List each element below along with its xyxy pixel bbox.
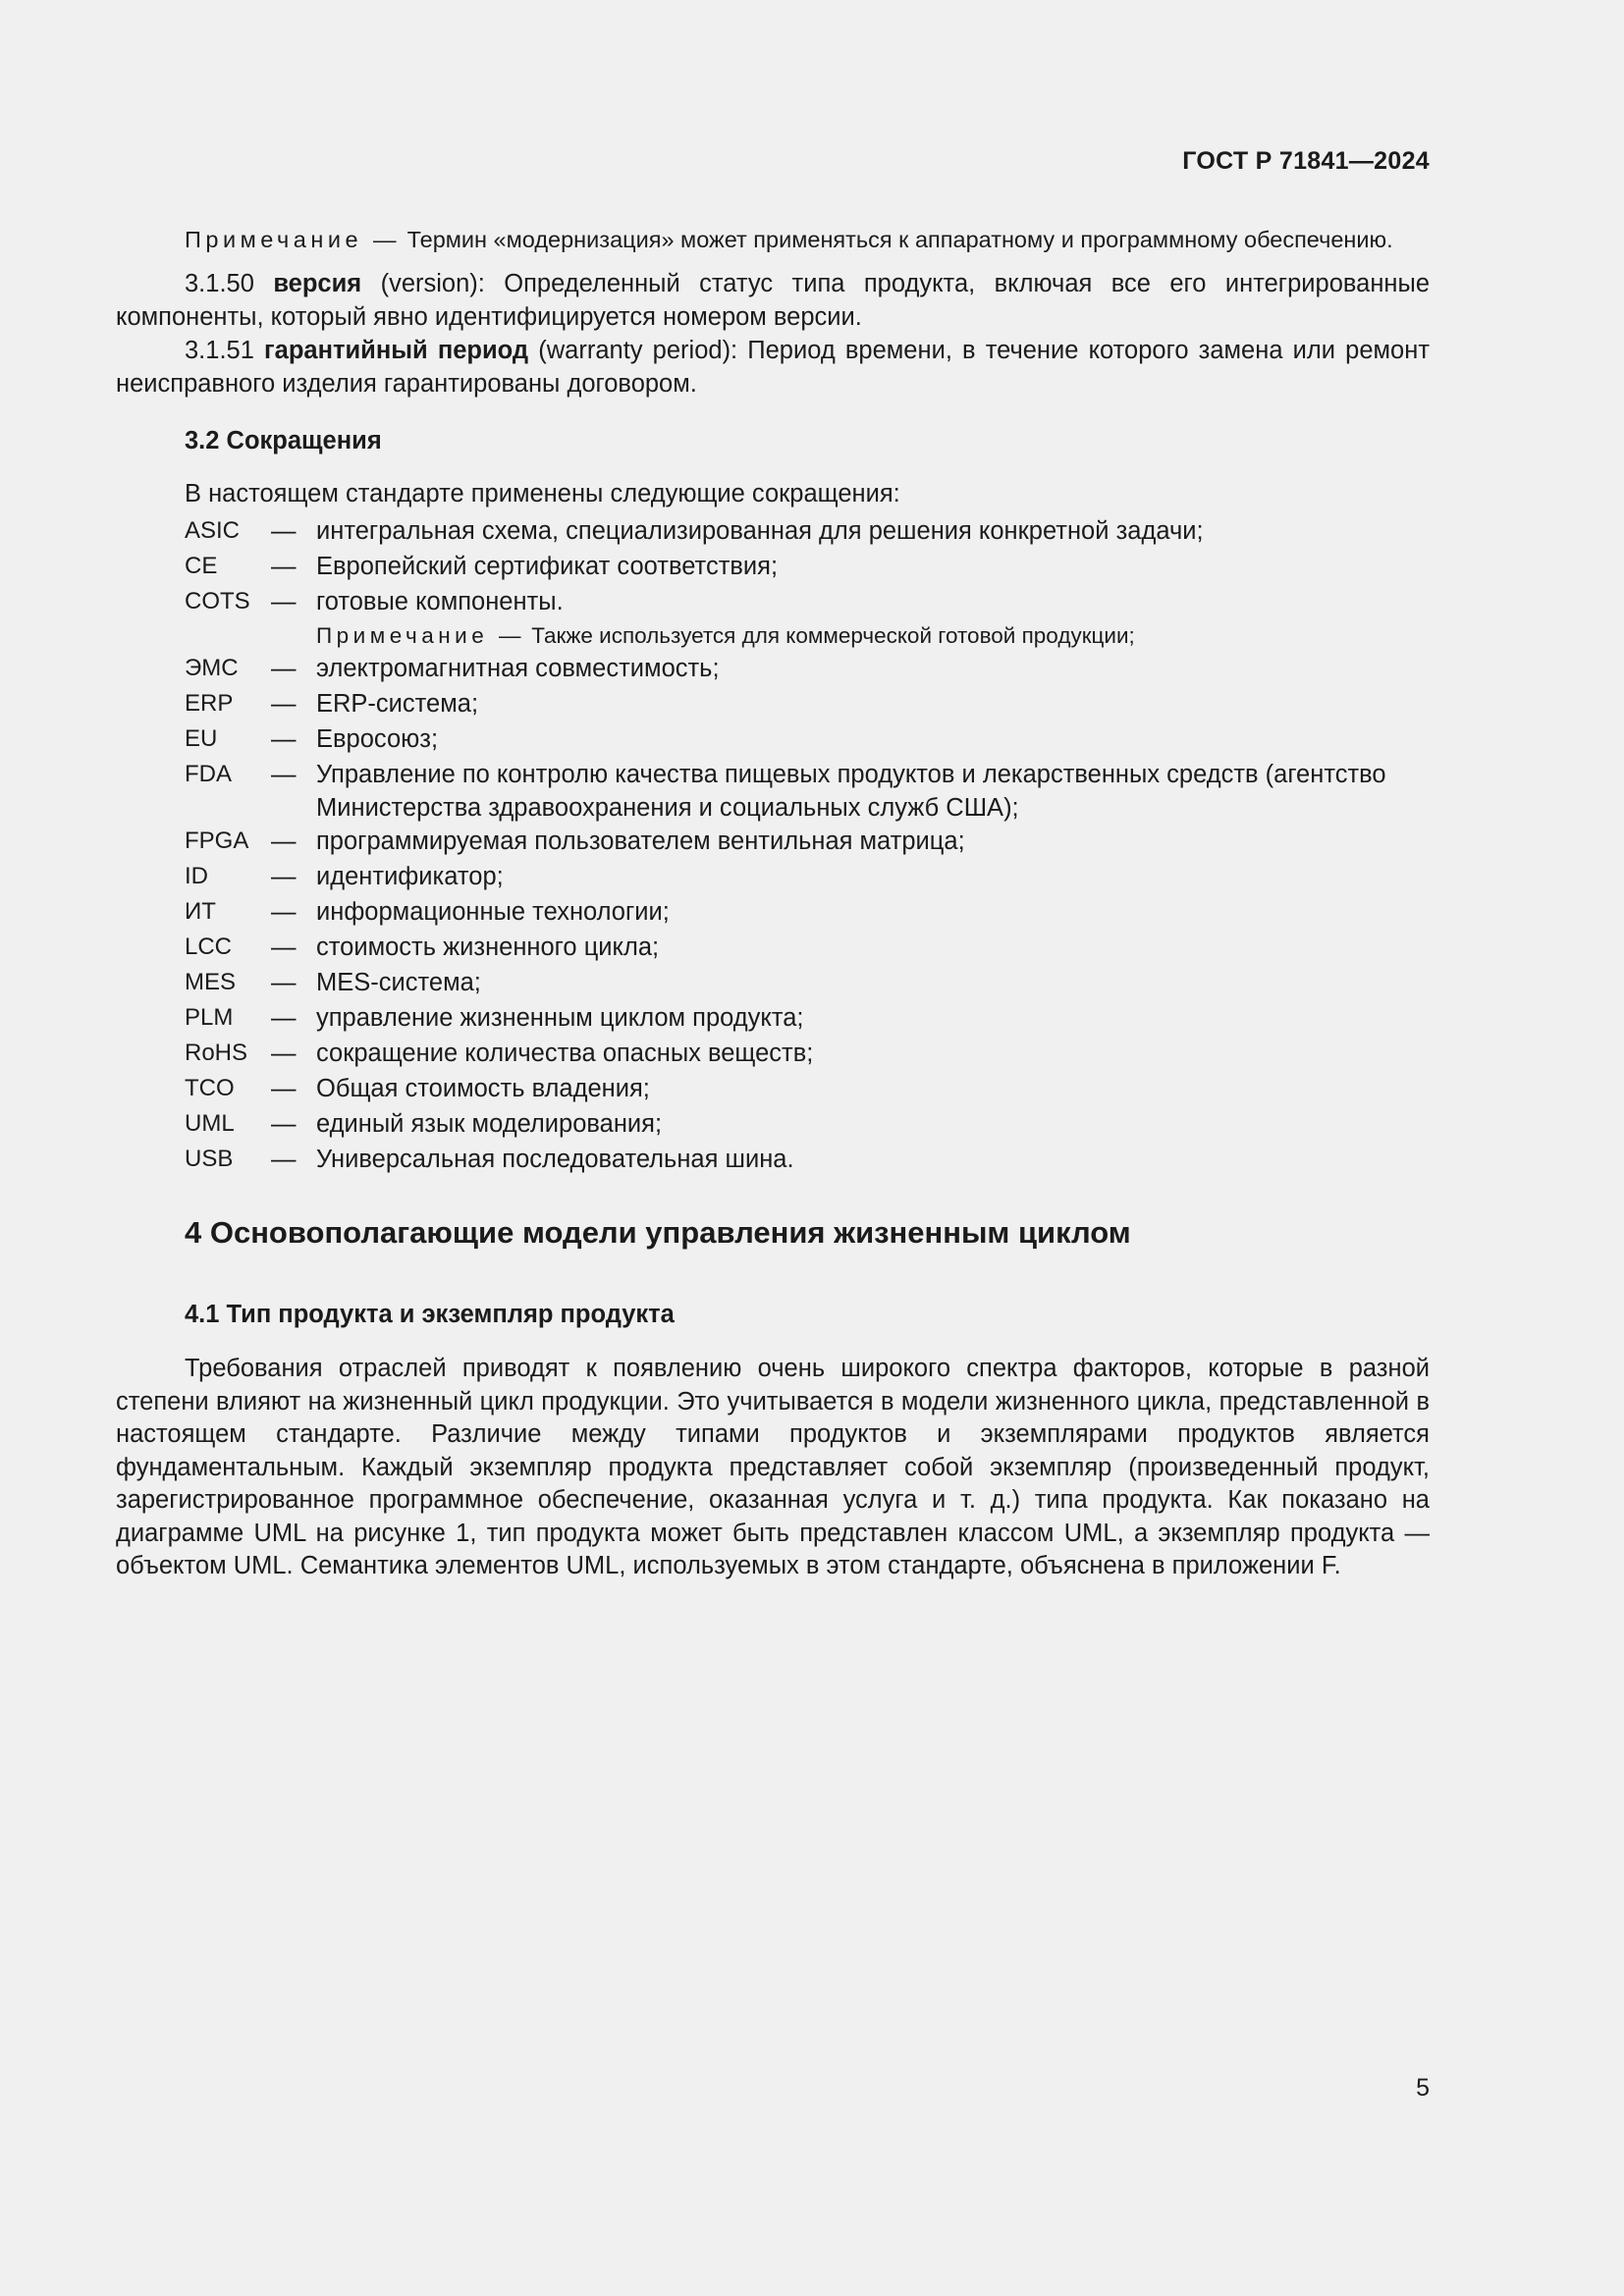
dash: —: [271, 588, 297, 615]
list-item: [185, 1107, 1430, 1143]
abbreviations-list: [185, 514, 1430, 1178]
abbreviation-definition: Евросоюз;: [316, 725, 439, 753]
dash: —: [271, 969, 297, 996]
abbreviation-definition: ERP-система;: [316, 690, 479, 718]
list-item: [185, 514, 1430, 550]
list-item: [185, 758, 1430, 825]
note-modernization: [116, 224, 1430, 255]
abbreviation-definition: программируемая пользователем вентильная матрица;: [316, 828, 965, 855]
chapter-heading: 4 Основополагающие модели управления жизненным циклом: [185, 1215, 1131, 1250]
abbreviation-definition: Европейский сертификат соответствия;: [316, 553, 779, 580]
list-item: [185, 966, 1430, 1001]
term-number: 3.1.51: [185, 337, 265, 364]
abbreviation: ЭМС: [185, 655, 239, 681]
list-item: [185, 1072, 1430, 1107]
abbreviations-intro: В настоящем стандарте применены следующие сокращения:: [185, 480, 900, 507]
subsection-heading: 4.1 Тип продукта и экземпляр продукта: [185, 1301, 675, 1328]
list-item: [185, 1037, 1430, 1072]
abbreviation-definition: стоимость жизненного цикла;: [316, 934, 660, 961]
dash: —: [271, 934, 297, 961]
abbreviation-definition: электромагнитная совместимость;: [316, 655, 720, 682]
abbreviation: TCO: [185, 1075, 235, 1101]
abbreviation: PLM: [185, 1004, 234, 1031]
abbreviation: ERP: [185, 690, 234, 717]
abbreviation: FDA: [185, 761, 232, 787]
abbreviation: RoHS: [185, 1040, 248, 1066]
dash: —: [271, 655, 297, 682]
list-item: [185, 687, 1430, 722]
dash: —: [271, 1110, 297, 1138]
dash: —: [271, 828, 297, 855]
note-text: Термин «модернизация» может применяться к аппаратному и программному обеспечению.: [401, 227, 1393, 252]
body-paragraph: Требования отраслей приводят к появлению очень широкого спектра факторов, которые в разной степени влияют на жизненный цикл продукции. Это учитывается в модели жизненного цикла, представленной в настоящем стандарте. Различие между типами продуктов и экземплярами продуктов является фундаментальным. Каждый экземпляр продукта представляет собой экземпляр (произведенный продукт, зарегистрированное программное обеспечение, оказанная услуга и т. д.) типа продукта. Как показано на диаграмме UML на рисунке 1, тип продукта может быть представлен классом UML, а экземпляр продукта — объектом UML. Семантика элементов UML, используемых в этом стандарте, объяснена в приложении F.: [116, 1355, 1430, 1579]
abbreviation: CE: [185, 553, 218, 579]
note-label: Примечание —: [316, 623, 525, 648]
abbreviation-definition: Универсальная последовательная шина.: [316, 1146, 794, 1173]
list-item: [185, 722, 1430, 758]
dash: —: [271, 761, 297, 788]
abbreviation: UML: [185, 1110, 235, 1137]
term-definition: (warranty period): Период времени, в течение которого замена или ремонт неисправного изделия гарантированы договором.: [116, 337, 1430, 398]
list-item: [185, 550, 1430, 585]
abbreviation-definition: интегральная схема, специализированная для решения конкретной задачи;: [316, 517, 1204, 545]
abbreviation: COTS: [185, 588, 250, 614]
abbreviation-definition: [316, 585, 1430, 652]
list-item: [185, 1143, 1430, 1178]
term-number: 3.1.50: [185, 270, 274, 297]
dash: —: [271, 1004, 297, 1032]
page-number: 5: [1416, 2074, 1430, 2102]
abbreviation: ИТ: [185, 898, 216, 925]
section-heading-abbreviations: 3.2 Сокращения: [185, 427, 382, 454]
term-name: гарантийный период: [264, 337, 529, 364]
dash: —: [271, 1146, 297, 1173]
dash: —: [271, 553, 297, 580]
list-item: [185, 895, 1430, 931]
list-item: [185, 825, 1430, 860]
abbreviation: ASIC: [185, 517, 241, 544]
abbreviation-definition: Общая стоимость владения;: [316, 1075, 650, 1102]
list-item: [185, 860, 1430, 895]
abbreviation-definition: информационные технологии;: [316, 898, 670, 926]
abbreviation-note: [316, 623, 1135, 648]
dash: —: [271, 517, 297, 545]
dash: —: [271, 1075, 297, 1102]
dash: —: [271, 725, 297, 753]
abbreviation: ID: [185, 863, 208, 889]
abbreviation-definition: Управление по контролю качества пищевых продуктов и лекарственных средств (агентство Министерства здравоохранения и социальных служб США);: [316, 761, 1386, 822]
list-item: [185, 931, 1430, 966]
document-header: ГОСТ Р 71841—2024: [1182, 147, 1430, 175]
dash: —: [271, 863, 297, 890]
page-content: [116, 224, 1430, 1583]
abbreviation-definition: единый язык моделирования;: [316, 1110, 663, 1138]
term-name: версия: [273, 270, 362, 297]
abbreviation-definition: сокращение количества опасных веществ;: [316, 1040, 814, 1067]
abbreviation-definition: управление жизненным циклом продукта;: [316, 1004, 804, 1032]
term-3-1-50: [116, 267, 1430, 334]
definition-text: готовые компоненты.: [316, 588, 564, 615]
dash: —: [271, 898, 297, 926]
term-definition: (version): Определенный статус типа продукта, включая все его интегрированные компоненты, который явно идентифицируется номером версии.: [116, 270, 1431, 331]
abbreviation: EU: [185, 725, 218, 752]
dash: —: [271, 1040, 297, 1067]
term-3-1-51: [116, 334, 1430, 400]
note-text: Также используется для коммерческой готовой продукции;: [524, 623, 1135, 648]
abbreviation: LCC: [185, 934, 233, 960]
list-item: [185, 652, 1430, 687]
list-item: [185, 1001, 1430, 1037]
note-label: Примечание —: [185, 227, 402, 252]
abbreviation-definition: MES-система;: [316, 969, 481, 996]
abbreviation-definition: идентификатор;: [316, 863, 504, 890]
abbreviation: MES: [185, 969, 237, 995]
list-item: [185, 585, 1430, 652]
abbreviation: FPGA: [185, 828, 249, 854]
abbreviation: USB: [185, 1146, 234, 1172]
dash: —: [271, 690, 297, 718]
